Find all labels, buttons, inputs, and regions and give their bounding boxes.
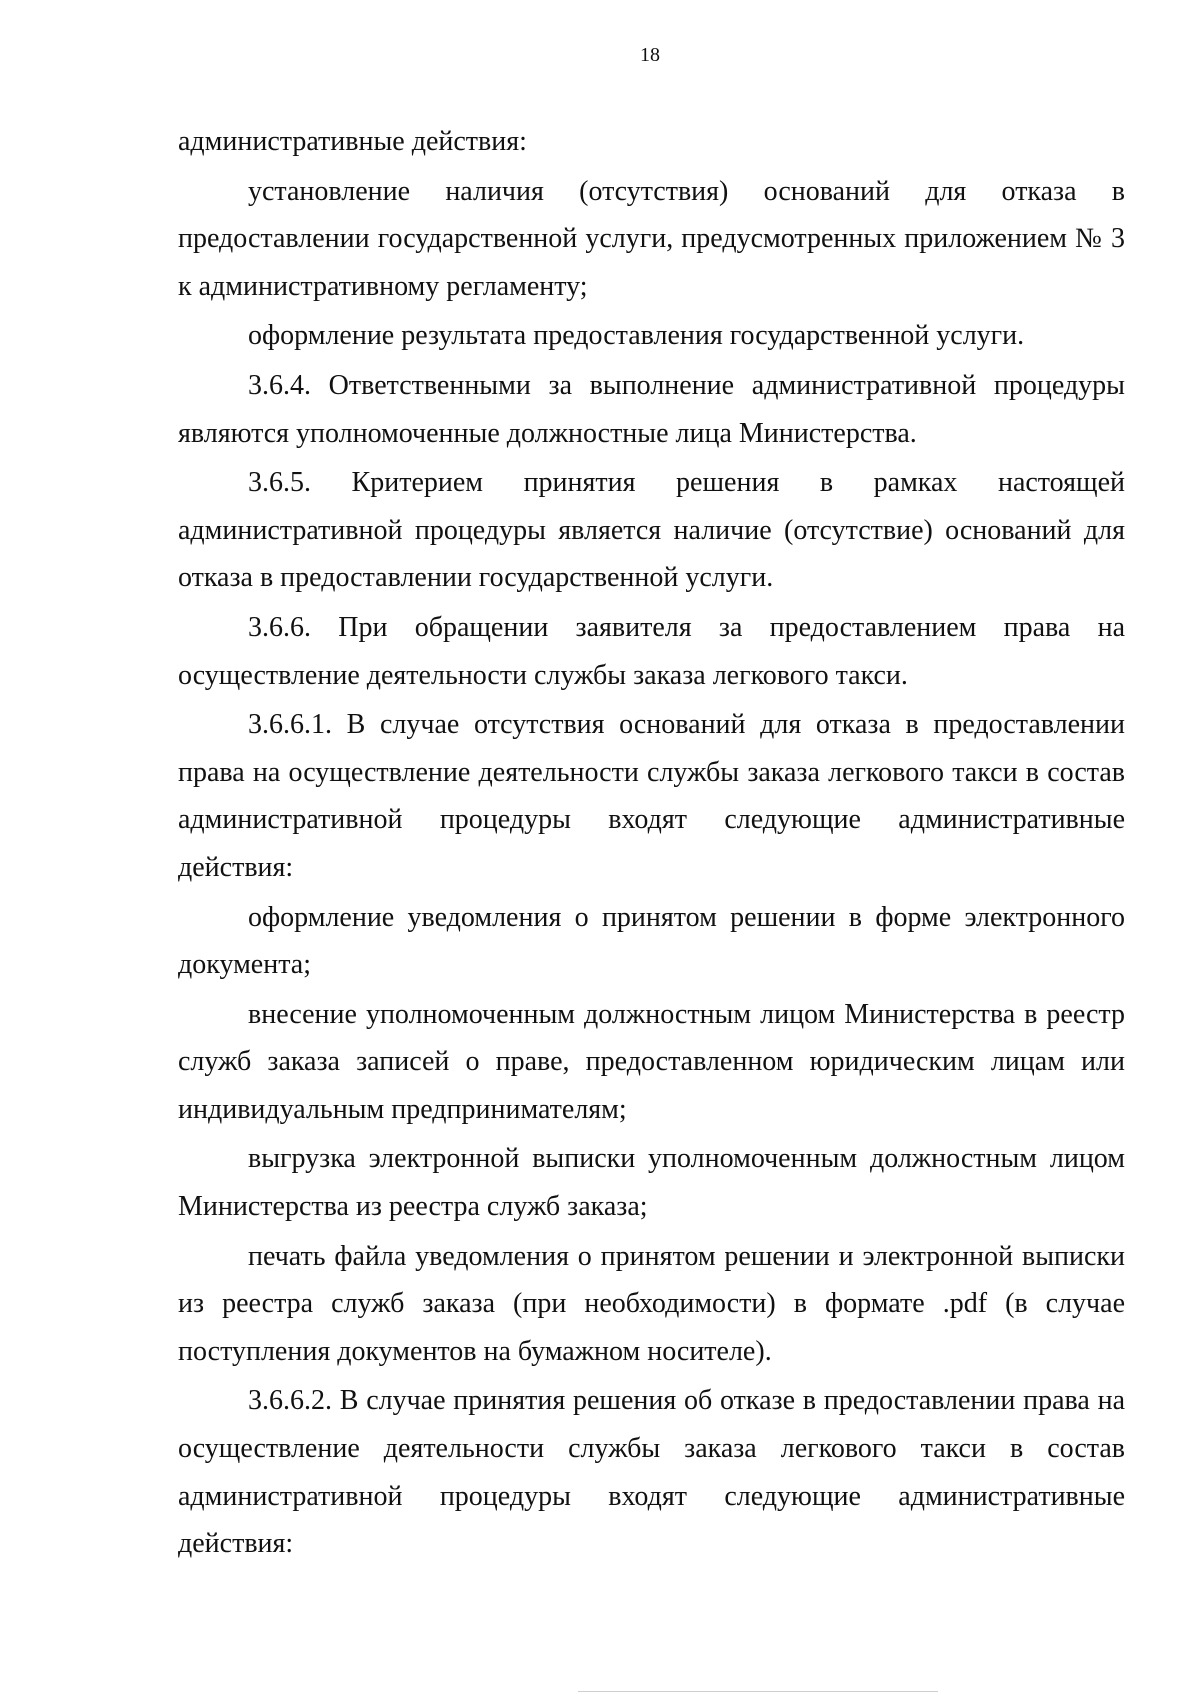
paragraph: оформление уведомления о принятом решении в форме электронного документа; xyxy=(178,901,1125,981)
paragraph-3-6-5: 3.6.5. Критерием принятия решения в рамках настоящей административной процедуры является наличие (отсутствие) оснований для отказа в предоставлении государственной услуги. xyxy=(178,467,1125,594)
paragraph-3-6-4: 3.6.4. Ответственными за выполнение административной процедуры являются уполномоченные должностные лица Министерства. xyxy=(178,369,1125,449)
paragraph-3-6-6-1: 3.6.6.1. В случае отсутствия оснований для отказа в предоставлении права на осуществление деятельности службы заказа легкового такси в состав административной процедуры входят следующие административные действия: xyxy=(178,709,1125,883)
paragraph: выгрузка электронной выписки уполномоченным должностным лицом Министерства из реестра служб заказа; xyxy=(178,1143,1125,1223)
page-number: 18 xyxy=(640,44,660,66)
footer-rule xyxy=(578,1691,938,1692)
paragraph-3-6-6: 3.6.6. При обращении заявителя за предоставлением права на осуществление деятельности службы заказа легкового такси. xyxy=(178,611,1125,691)
paragraph-continuation: административные действия: xyxy=(178,126,527,157)
paragraph: печать файла уведомления о принятом решении и электронной выписки из реестра служб заказа (при необходимости) в формате .pdf (в случае поступления документов на бумажном носителе). xyxy=(178,1240,1125,1367)
paragraph-3-6-6-2: 3.6.6.2. В случае принятия решения об отказе в предоставлении права на осуществление деятельности службы заказа легкового такси в состав административной процедуры входят следующие административные действия: xyxy=(178,1385,1125,1560)
paragraph: внесение уполномоченным должностным лицом Министерства в реестр служб заказа записей о праве, предоставленном юридическим лицам или индивидуальным предпринимателям; xyxy=(178,998,1125,1125)
document-body xyxy=(178,118,1125,1570)
paragraph: установление наличия (отсутствия) оснований для отказа в предоставлении государственной услуги, предусмотренных приложением № 3 к административному регламенту; xyxy=(178,175,1125,302)
paragraph: оформление результата предоставления государственной услуги. xyxy=(248,320,1025,352)
